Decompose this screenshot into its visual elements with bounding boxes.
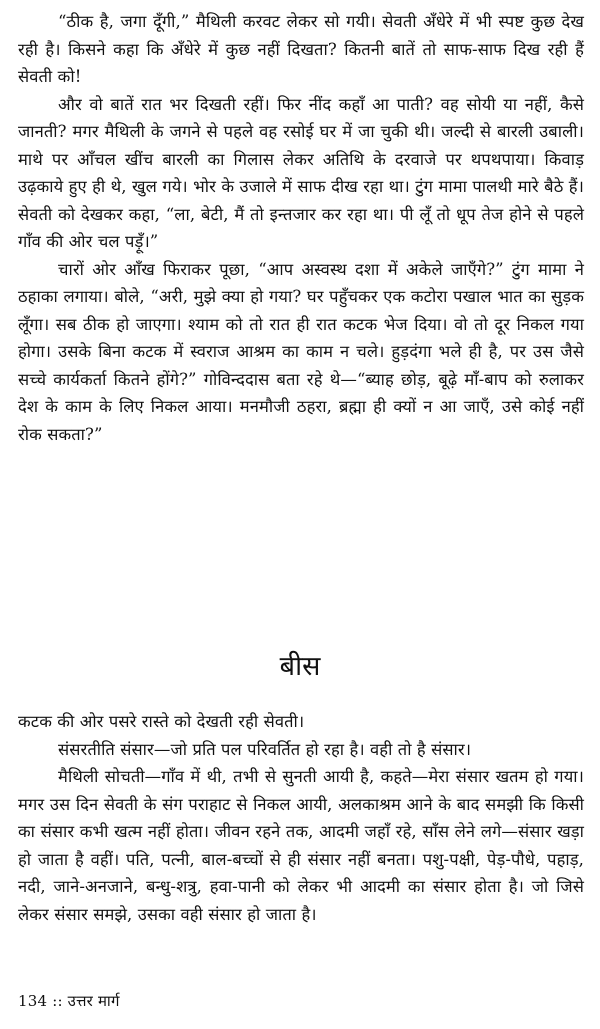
paragraph: कटक की ओर पसरे रास्ते को देखती रही सेवती। (18, 712, 305, 731)
paragraph: और वो बातें रात भर दिखती रहीं। फिर नींद कहाँ आ पाती? वह सोयी या नहीं, कैसे जानती? मगर मैथिली के जगने से पहले वह रसोई घर में जा चुकी थी। जल्दी से बारली उबाली। माथे पर आँचल खींच बारली का गिलास लेकर अतिथि के दरवाजे पर थपथपाया। किवाड़ उढ़काये हुए ही थे, खुल गये। भोर के उजाले में साफ दीख रहा था। टुंग मामा पालथी मारे बैठे हैं। सेवती को देखकर कहा, “ला, बेटी, मैं तो इन्तजार कर रहा था। पी लूँ तो धूप तेज होने से पहले गाँव की ओर चल पड़ूँ।” (18, 94, 584, 251)
paragraph: चारों ओर आँख फिराकर पूछा, “आप अस्वस्थ दशा में अकेले जाएँगे?” टुंग मामा ने ठहाका लगाया। बोले, “अरी, मुझे क्या हो गया? घर पहुँचकर एक कटोरा पखाल भात का सुड़क लूँगा। सब ठीक हो जाएगा। श्याम को तो रात ही रात कटक भेज दिया। वो तो दूर निकल गया होगा। उसके बिना कटक में स्वराज आश्रम का काम न चले। हुड़दंगा भले ही है, पर उस जैसे सच्चे कार्यकर्ता कितने होंगे?” गोविन्ददास बता रहे थे—“ब्याह छोड़, बूढ़े माँ-बाप को रुलाकर देश के काम के लिए निकल आया। मनमौजी ठहरा, ब्रह्मा ही क्यों न आ जाएँ, उसे कोई नहीं रोक सकता?” (18, 259, 584, 444)
page-footer: 134 :: उत्तर मार्ग (18, 992, 120, 1010)
paragraph: “ठीक है, जगा दूँगी,” मैथिली करवट लेकर सो गयी। सेवती अँधेरे में भी स्पष्ट कुछ देख रही है। किसने कहा कि अँधेरे में कुछ नहीं दिखता? कितनी बातें तो साफ-साफ दिख रही हैं सेवती को! (18, 12, 584, 86)
text-section-bottom (18, 708, 584, 928)
paragraph: मैथिली सोचती—गाँव में थी, तभी से सुनती आयी है, कहते—मेरा संसार खतम हो गया। मगर उस दिन सेवती के संग पराहाट से निकल आयी, अलकाश्रम आने के बाद समझी कि किसी का संसार कभी खत्म नहीं होता। जीवन रहने तक, आदमी जहाँ रहे, साँस लेने लगे—संसार खड़ा हो जाता है वहीं। पति, पत्नी, बाल-बच्चों से ही संसार नहीं बनता। पशु-पक्षी, पेड़-पौधे, पहाड़, नदी, जाने-अनजाने, बन्धु-शत्रु, हवा-पानी को लेकर भी आदमी का संसार होता है। जो जिसे लेकर संसार समझे, उसका वही संसार हो जाता है। (18, 767, 584, 924)
text-section-top (18, 8, 584, 448)
paragraph: संसरतीति संसार—जो प्रति पल परिवर्तित हो रहा है। वही तो है संसार। (58, 739, 472, 759)
chapter-heading: बीस (279, 651, 321, 682)
